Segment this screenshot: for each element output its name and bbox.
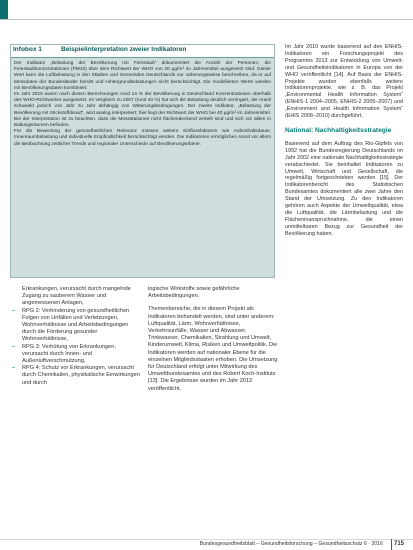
section-text: Basierend auf dem Auftrag des Rio-Gipfels von 1992 hat die Bundesregierung Deutschlands im Jahr 2002 eine nationale Nachhaltigkeitsstrategie verabschiedet. Sie beinhaltet Indikatoren zu Umwelt, Wirtschaft und Gesellschaft, die regelmäßig fortgeschrieben werden [15]. Der Indikatorenbericht des Statistischen Bundesamtes dokumentiert alle zwei Jahre den Stand der Umsetzung. Zu den Indikatoren gehören auch Aspekte der Umweltqualität, etwa die Luftqualität, die Lärmbelastung und die Flächeninanspruchnahme, die einen unmittelbaren Bezug zur Gesundheit der Bevölkerung haben.	[285, 140, 403, 237]
infobox-title: Beispielinterpretation zweier Indikatoren	[61, 46, 187, 53]
right-column	[285, 44, 403, 238]
section-heading: National: Nachhaltigkeitsstrategie	[285, 126, 392, 134]
column-text: Themenbereiche, die in diesem Projekt als Indikatoren behandelt werden, sind unter anderem: Luftqualität, Lärm, Wohnverhältnisse, Verkehrsunfälle, Wasser und Abwasser, Trinkwasser, Chemikalien, Strahlung und Umwelt, Kinderumwelt, Klima, Risiken und Umweltpolitik. Die Indikatoren werden auf nationaler Ebene für die einzelnen Mitgliedsstaaten erhoben. Die Umsetzung für Deutschland erfolgt unter Mitwirkung des Umweltbundesamtes und des Robert Koch-Instituts [13]. Die Ergebnisse wurden im Jahr 2012 veröffentlicht.	[148, 306, 278, 392]
list-item: – RPG 4: Schutz vor Erkrankungen, verursacht durch Chemikalien, physikalische Einwirkungen und durch	[12, 365, 140, 386]
page-number: 715	[394, 541, 405, 547]
infobox-paragraph: Der Indikator „Belastung der Bevölkerung mit Feinstaub“ dokumentiert die Anzahl der Personen, die Feinstaubkonzentrationen (PM10) über dem Richtwert der WHO von 20 µg/m³ im Jahresmittel ausgesetzt sind. Dieser Wert kann die Luftbelastung in den Städten und Gemeinden Deutschlands nur näherungsweise beschreiben, da er auf Messdaten der Bundesländer beruht und Hintergrundbelastungen nicht berücksichtigt. Die modellierten Werte werden mit Bevölkerungsdaten kombiniert.	[14, 61, 271, 91]
bullet-icon: –	[12, 307, 16, 314]
infobox-paragraph: Für die Bewertung der gesundheitlichen Relevanz müssen weitere Einflussfaktoren wie Aufenthaltsdauer, Innenraumbelastung und individuelle Empfindlichkeit berücksichtigt werden. Die Indikatoren ermöglichen somit vor allem die Beobachtung zeitlicher Trends und regionaler Unterschiede auf Bevölkerungsebene.	[14, 129, 271, 147]
list-item-text: Verhütung von Erkrankungen, verursacht durch Innen- und Außenluftverschmutzung,	[22, 343, 116, 365]
footer-separator	[391, 539, 392, 550]
infobox-paragraph: Im Jahr 2015 waren nach diesen Berechnungen rund 14 % der Bevölkerung in Deutschland Konzentrationen oberhalb des WHO-Richtwertes ausgesetzt. Im Vergleich zu 2007 (rund 40 %) hat sich die Belastung deutlich verringert, der Anteil schwankt jedoch von Jahr zu Jahr abhängig von Witterungsbedingungen. Der zweite Indikator, „Belastung der Bevölkerung mit Stickstoffdioxid“, wird analog interpretiert; hier liegt der Richtwert der WHO bei 40 µg/m³ im Jahresmittel. Bei der Interpretation ist zu beachten, dass die Messstationen nicht flächendeckend verteilt sind und sich vor allem in Ballungsräumen befinden.	[14, 92, 271, 129]
header-divider	[0, 19, 413, 20]
bullet-icon: –	[12, 365, 16, 372]
list-item-code: RPG 4	[22, 365, 39, 372]
list-item-text: Schutz vor Erkrankungen, verursacht durch Chemikalien, physikalische Einwirkungen und durch	[22, 365, 140, 386]
header-bar	[0, 0, 413, 18]
list-item-code: RPG 3	[22, 343, 39, 350]
list-item-code: RPG 2	[22, 307, 39, 314]
column-lead: Erkrankungen, verursacht durch mangelnde Zugang zu sauberem Wasser und angemessenen Anlagen,	[22, 286, 131, 307]
header-accent	[0, 0, 8, 19]
journal-footer: Bundesgesundheitsblatt – Gesundheitsforschung – Gesundheitsschutz 6 · 2016	[199, 541, 383, 547]
column-lead: logische Wirkstoffe sowie gefährliche Arbeitsbedingungen.	[148, 286, 240, 300]
infobox-tag: Infobox 1	[13, 46, 42, 53]
list-item-text: Verhinderung von gesundheitlichen Folgen von Unfällen und Verletzungen, Wohnverhältnisse und Arbeitsbedingungen durch die Förderung gesunder Wohnverhältnisse,	[22, 307, 130, 343]
footer-divider	[0, 539, 413, 540]
bullet-icon: –	[12, 343, 16, 350]
right-column-intro: Im Jahr 2010 wurde basierend auf den ENHIS-Indikatoren ein Forschungsprojekt des Programms 2013 zur Entwicklung von Umwelt- und Gesundheitsindikatoren in Europa von der WHO veröffentlicht [14]. Auf Basis der ENHIS-Projekte wurden ebenfalls weitere Indikatorenprojekte, wie z. B. das Projekt „Environmental Health Information System“ (ENHIS-1 2004–2005, ENHIS-2 2005–2007) und „Environment and Health Information System“ (EHIS 2008–2010) durchgeführt.	[285, 44, 403, 120]
infobox-body	[14, 61, 271, 148]
lower-column-left	[12, 286, 142, 387]
lower-column-right	[148, 286, 278, 393]
infobox	[10, 44, 275, 278]
list-item: – RPG 2: Verhinderung von gesundheitlichen Folgen von Unfällen und Verletzungen, Wohnverhältnisse und Arbeitsbedingungen durch die Förderung gesunder Wohnverhältnisse,	[12, 307, 130, 343]
list-item: – RPG 3: Verhütung von Erkrankungen, verursacht durch Innen- und Außenluftverschmutzung,	[12, 343, 116, 365]
infobox-header	[11, 45, 274, 58]
